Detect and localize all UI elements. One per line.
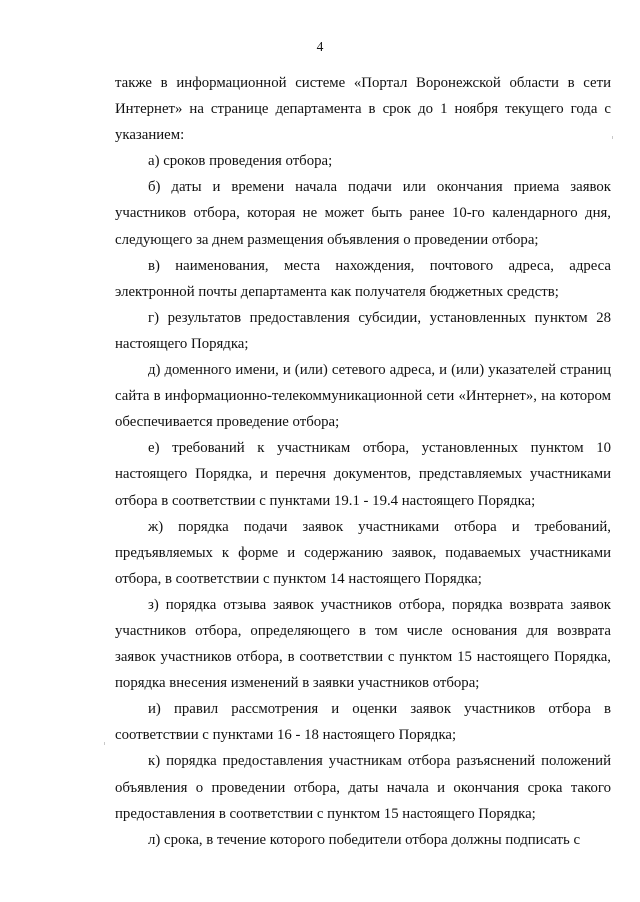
paragraph-item-b: б) даты и времени начала подачи или окончания приема заявок участников отбора, которая не может быть ранее 10-го календарного дня, следующего за днем размещения объявления о проведении отбора; [115,179,611,248]
paragraph-item-d: д) доменного имени, и (или) сетевого адреса, и (или) указателей страниц сайта в информационно-телекоммуникационной сети «Интернет», на котором обеспечивается проведение отбора; [115,362,611,431]
scan-artifact-mark [612,136,613,139]
page-number: 4 [316,39,324,54]
paragraph-item-e: е) требований к участникам отбора, установленных пунктом 10 настоящего Порядка, и перечня документов, представляемых участниками отбора в соответствии с пунктами 19.1 - 19.4 настоящего Порядка; [115,440,611,509]
paragraph-intro: также в информационной системе «Портал Воронежской области в сети Интернет» на странице департамента в срок до 1 ноября текущего года с указанием: [115,75,611,144]
paragraph-item-l: л) срока, в течение которого победители отбора должны подписать с [148,831,581,848]
paragraph-item-a: а) сроков проведения отбора; [148,153,333,170]
paragraph-item-z: з) порядка отзыва заявок участников отбора, порядка возврата заявок участников отбора, определяющего в том числе основания для возврата заявок участников отбора, в соответствии с пунктом 15 настоящего Порядка, порядка внесения изменений в заявки участников отбора; [115,596,611,692]
scan-artifact-mark [104,742,105,745]
paragraph-item-g: г) результатов предоставления субсидии, установленных пунктом 28 настоящего Порядка; [115,309,611,352]
paragraph-item-k: к) порядка предоставления участникам отбора разъяснений положений объявления о проведении отбора, даты начала и окончания срока такого предоставления в соответствии с пунктом 15 настоящего Порядка; [115,753,611,822]
paragraph-item-i: и) правил рассмотрения и оценки заявок участников отбора в соответствии с пунктами 16 - 18 настоящего Порядка; [115,701,611,744]
paragraph-item-v: в) наименования, места нахождения, почтового адреса, адреса электронной почты департамента как получателя бюджетных средств; [115,257,611,300]
document-body [115,70,611,853]
paragraph-item-zh: ж) порядка подачи заявок участниками отбора и требований, предъявляемых к форме и содержанию заявок, подаваемых участниками отбора, в соответствии с пунктом 14 настоящего Порядка; [115,518,611,587]
